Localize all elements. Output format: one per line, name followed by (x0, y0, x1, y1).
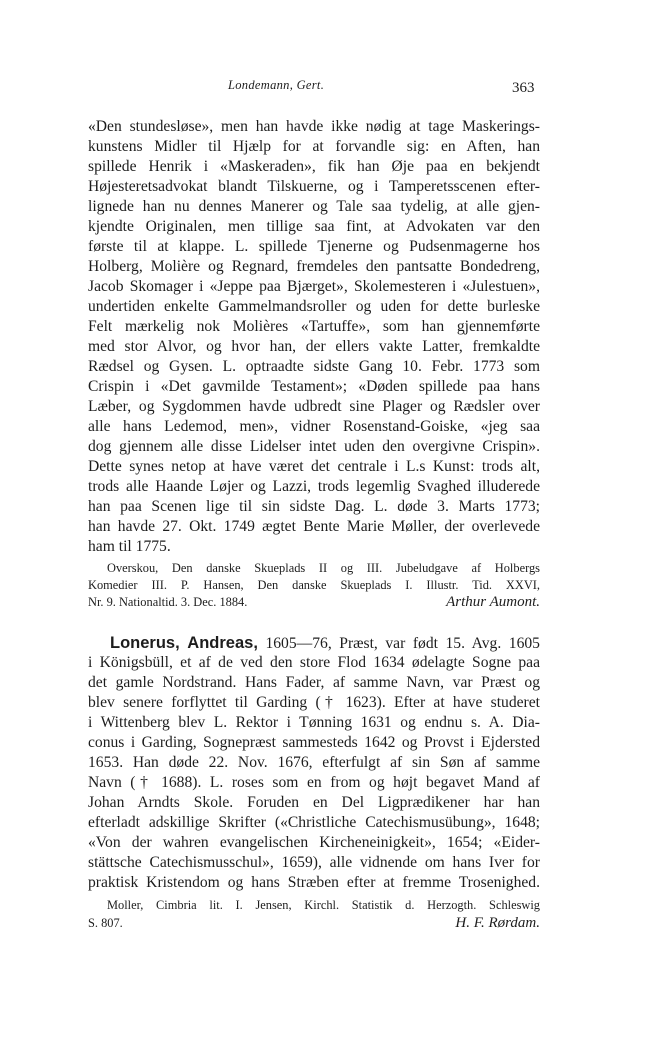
text-line: Dette synes netop at have været det centrale i L.s Kunst: trods alt, (88, 458, 540, 475)
running-title: Londemann, Gert. (228, 78, 325, 92)
text-line: ham til 1775. (88, 538, 171, 555)
text-line: Rædsel og Gysen. L. optraadte sidste Gang 10. Febr. 1773 som (88, 358, 540, 375)
headword: Lonerus, Andreas, (110, 634, 258, 652)
text-line: efterladt adskillige Skrifter («Christliche Catechismusübung», 1648; (88, 814, 540, 831)
text-line: lignede han nu dennes Manerer og Tale saa tydelig, at alle gjen- (88, 198, 540, 215)
text-line: Læber, og Sygdommen havde udbredt sine Plager og Rædsler over (88, 398, 540, 415)
text-line: i Wittenberg blev L. Rektor i Tønning 1631 og endnu s. A. Dia- (88, 714, 540, 731)
text-line: undertiden enkelte Gammelmandsroller og uden for dette burleske (88, 298, 540, 315)
text-line: trods alle Haande Løjer og Lazzi, trods legemlig Svaghed illuderede (88, 478, 540, 495)
text-line: dog gjennem alle disse Lidelser intet uden den overgivne Crispin». (88, 438, 540, 455)
author-signature: Arthur Aumont. (446, 594, 540, 610)
source-line: S. 807. (88, 916, 123, 930)
source-line: Overskou, Den danske Skueplads II og III. Jubeludgave af Holbergs (107, 561, 540, 575)
text-line: Holberg, Molière og Regnard, fremdeles den pantsatte Bondedreng, (88, 258, 540, 275)
source-line: Moller, Cimbria lit. I. Jensen, Kirchl. Statistik d. Herzogth. Schleswig (107, 898, 540, 912)
text-line: conus i Garding, Sognepræst sammesteds 1642 og Provst i Ejdersted (88, 734, 540, 751)
author-signature: H. F. Rørdam. (455, 915, 540, 931)
text-line: kjendte Originalen, men tillige saa fint, at Advokaten var den (88, 218, 540, 235)
text-line: 1653. Han døde 22. Nov. 1676, efterfulgt af sin Søn af samme (88, 754, 540, 771)
text-line: i Königsbüll, et af de ved den store Flod 1634 ødelagte Sogne paa (88, 654, 540, 671)
text-line: Crispin i «Det gavmilde Testament»; «Døden spillede paa hans (88, 378, 540, 395)
text-line: blev senere forflyttet til Garding († 1623). Efter at have studeret (88, 694, 540, 711)
text-line: Jacob Skomager i «Jeppe paa Bjærget», Skolemesteren i «Julestuen», (88, 278, 540, 295)
text-line: «Den stundesløse», men han havde ikke nødig at tage Maskerings- (88, 118, 540, 135)
text-line: praktisk Kristendom og hans Stræben efter at fremme Trosenighed. (88, 874, 540, 891)
source-line: Nr. 9. Nationaltid. 3. Dec. 1884. (88, 595, 248, 609)
text-line: Johan Arndts Skole. Foruden en Del Ligprædikener har han (88, 794, 540, 811)
page-number: 363 (512, 80, 535, 96)
source-line: Komedier III. P. Hansen, Den danske Skueplads I. Illustr. Tid. XXVI, (88, 578, 540, 592)
text-fragment: 1605—76, Præst, var født 15. Avg. 1605 (265, 635, 540, 652)
text-line: Navn († 1688). L. roses som en from og højt begavet Mand af (88, 774, 540, 791)
text-line: «Von der wahren evangelischen Kircheneinigkeit», 1654; «Eider- (88, 834, 540, 851)
text-line: stättsche Catechismusschul», 1659), alle vidnende om hans Iver for (88, 854, 540, 871)
text-line: alle hans Ledemod, men», vidner Rosenstand-Goiske, «jeg saa (88, 418, 540, 435)
text-line: Højesteretsadvokat blandt Tilskuerne, og i Tamperetsscenen efter- (88, 178, 540, 195)
text-line: han havde 27. Okt. 1749 ægtet Bente Marie Møller, der overlevede (88, 518, 540, 535)
text-line: kunstens Midler til Hjælp for at forvandle sig: en Aften, han (88, 138, 540, 155)
text-line: det gamle Nordstrand. Hans Fader, af samme Navn, var Præst og (88, 674, 540, 691)
text-line: med stor Alvor, og hvor han, der ellers vakte Latter, fremkaldte (88, 338, 540, 355)
text-line: Felt mærkelig nok Molières «Tartuffe», som han gjennemførte (88, 318, 540, 335)
text-line: han paa Scenen lige til sin sidste Dag. L. døde 3. Marts 1773; (88, 498, 540, 515)
entry-first-line (110, 633, 540, 654)
text-line: første til at klappe. L. spillede Tjenerne og Pudsenmagerne hos (88, 238, 540, 255)
running-head (0, 78, 656, 98)
text-line: spillede Henrik i «Maskeraden», fik han Øje paa en bekjendt (88, 158, 540, 175)
